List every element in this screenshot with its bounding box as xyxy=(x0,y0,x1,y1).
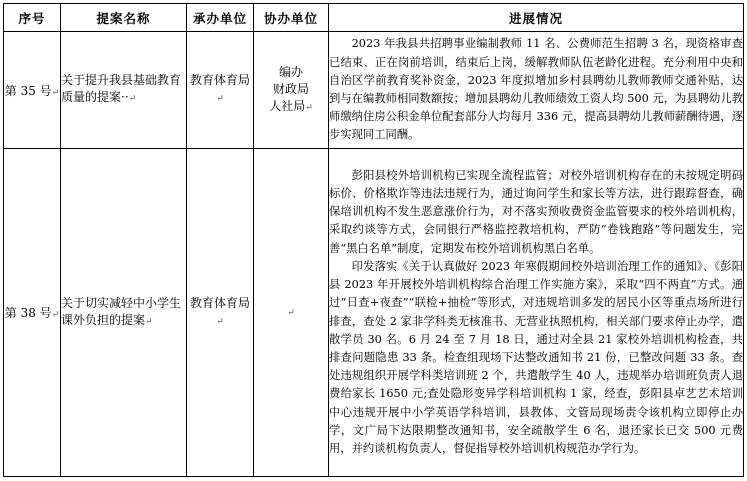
proposal-title: 关于切实减轻中小学生课外负担的提案↵ xyxy=(61,149,187,477)
progress-paragraph: 2023 年我县共招聘事业编制教师 11 名、公费师范生招聘 3 名，现资格审查已结束、正在岗前培训，结束后上岗，缓解教师队伍老龄化进程。充分利用中央和自治区学前教育奖补资金，2023 年度拟增加乡村县聘幼儿教师教师交通补贴，达到与在编教师相同数额按；增加县聘幼儿教师绩效工资人均 500 元，为县聘幼儿教师缴纳住房公积金单位配套部分人均每月 336 元，提高县聘幼儿教师薪酬待遇，逐步实现同工同酬。 xyxy=(329,37,743,142)
header-progress: 进展情况 xyxy=(329,4,744,32)
progress-text xyxy=(329,32,744,149)
co-unit: 编办 xyxy=(278,64,303,79)
co-unit: 财政局 xyxy=(272,81,309,96)
progress-paragraph: 彭阳县校外培训机构已实现全流程监管；对校外培训机构存在的未按规定明码标价、价格欺诈等违法违规行为，通过询问学生和家长等方法，进行跟踪督查，确保培训机构不发生恶意涨价行为，对不落实预收费资金监管要求的校外培训机构，采取约谈等方式，会同银行严格监控教培机构，严防“卷钱跑路”等问题发生，完善“黑白名单”制度，定期发布校外培训机构黑白名单。 xyxy=(329,168,743,255)
header-title: 提案名称 xyxy=(61,4,187,32)
co-unit: 人社局↵ xyxy=(269,98,313,113)
table-row xyxy=(4,32,744,149)
table-row xyxy=(4,149,744,477)
proposal-progress-table xyxy=(3,3,744,477)
table-header-row xyxy=(4,4,744,32)
proposal-title: 关于提升我县基础教育质量的提案··↵ xyxy=(61,32,187,149)
co-units: ↵ xyxy=(254,149,329,477)
header-number: 序号 xyxy=(4,4,61,32)
progress-text xyxy=(329,149,744,477)
header-lead-unit: 承办单位 xyxy=(187,4,254,32)
progress-paragraph: 印发落实《关于认真做好 2023 年寒假期间校外培训治理工作的通知》、《彭阳县 2023 年开展校外培训机构综合治理工作实施方案》，采取“四不两直”方式。通过“日查+夜查”“联检+抽检”等形式，对违规培训多发的居民小区等重点场所进行排查，查处 2 家非学科类无核准书、无营业执照机构，相关部门要求停止办学，遣散学员 30 名。6 月 24 至 7 月 18 日，通过对全县 21 家校外培训机构检查，共排查问题隐患 33 条。检查组现场下达整改通知书 21 份，已整改问题 33 条。查处违规组织开展学科类培训班 2 个，共遣散学生 40 人，违规举办培训班负责人退费给家长 1650 元;查处隐形变异学科培训机构 1 家，经查，彭阳县卓艺艺术培训中心违规开展中小学英语学科培训，县教体、文管局现场责令该机构立即停止办学，文广局下达限期整改通知书，安全疏散学生 6 名，退还家长已交 500 元费用，并约谈机构负责人，督促指导校外培训机构规范办学行为。 xyxy=(329,259,743,455)
lead-unit: 教育体育局↵ xyxy=(187,32,254,149)
lead-unit: 教育体育局↵ xyxy=(187,149,254,477)
co-units xyxy=(254,32,329,149)
row-number: 第 38 号↵ xyxy=(4,149,61,477)
row-number: 第 35 号↵ xyxy=(4,32,61,149)
header-co-unit: 协办单位 xyxy=(254,4,329,32)
